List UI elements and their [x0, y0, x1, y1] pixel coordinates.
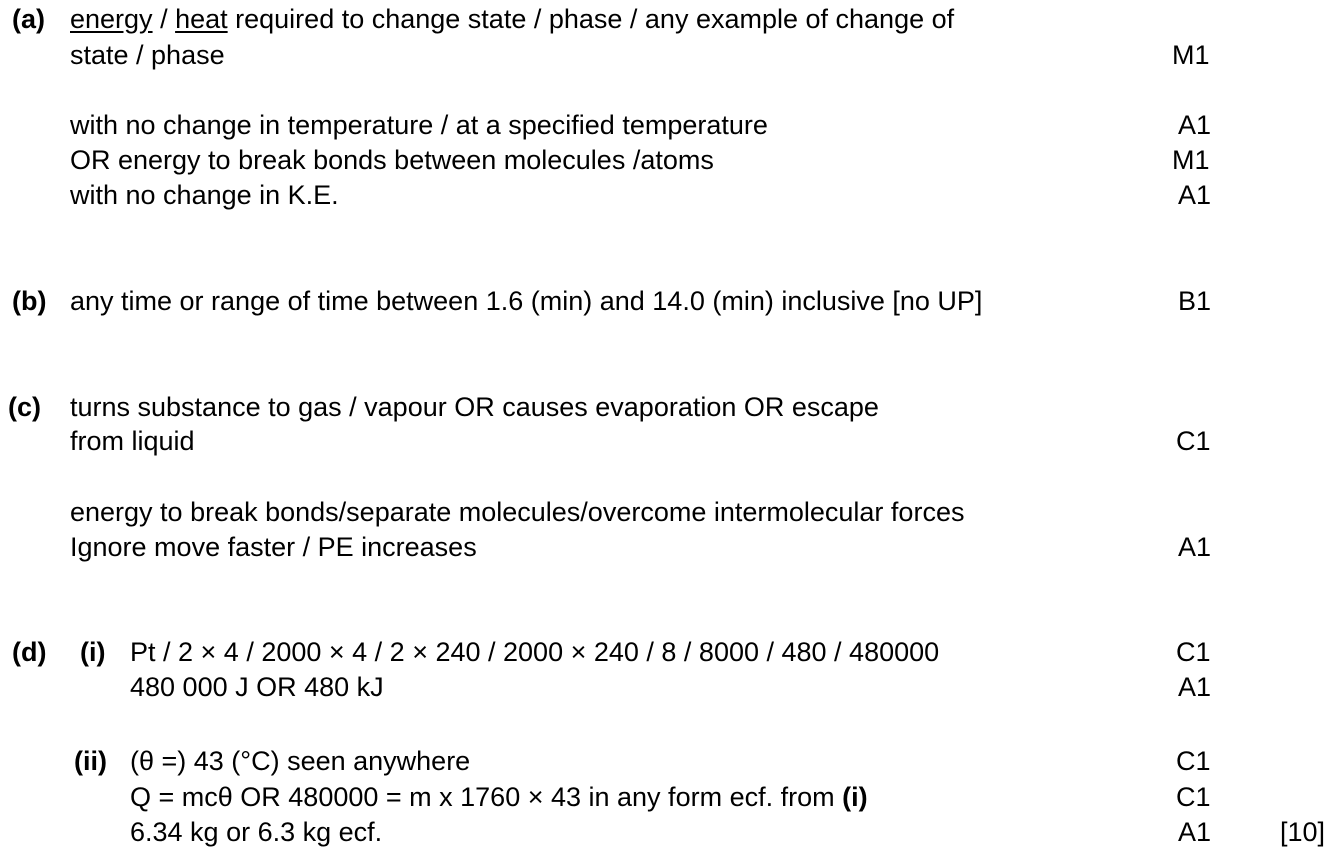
mark-b: B1	[1178, 286, 1212, 316]
part-d-i-line-1: Pt / 2 × 4 / 2000 × 4 / 2 × 240 / 2000 × 240 / 8 / 8000 / 480 / 480000	[130, 637, 940, 667]
part-a-line-5: with no change in K.E.	[70, 180, 339, 210]
part-a-line-2: state / phase	[70, 40, 225, 70]
total-marks: [10]	[1280, 817, 1326, 847]
part-a-line-3: with no change in temperature / at a specified temperature	[70, 110, 768, 140]
part-d-ii-label: (ii)	[74, 746, 107, 776]
part-d-i-line-2: 480 000 J OR 480 kJ	[130, 672, 384, 702]
part-a-label: (a)	[12, 4, 45, 34]
mark-d-ii-1: C1	[1176, 746, 1211, 776]
mark-d-i-1: C1	[1176, 637, 1211, 667]
part-a-line-1-rest: required to change state / phase / any example of change of	[227, 4, 955, 34]
part-c-line-4: Ignore move faster / PE increases	[70, 532, 477, 562]
part-c-line-2: from liquid	[70, 426, 195, 456]
mark-a-3: M1	[1172, 145, 1210, 175]
mark-d-i-2: A1	[1178, 672, 1212, 702]
mark-c-1: C1	[1176, 426, 1211, 456]
part-c-line-3: energy to break bonds/separate molecules/overcome intermolecular forces	[70, 497, 965, 527]
part-b-label: (b)	[12, 286, 47, 316]
energy-word: energy	[70, 4, 153, 34]
part-a-line-1	[70, 2, 954, 37]
part-c-line-1: turns substance to gas / vapour OR causes evaporation OR escape	[70, 392, 879, 422]
separator: /	[152, 4, 176, 34]
part-d-ii-line-3: 6.34 kg or 6.3 kg ecf.	[130, 817, 383, 847]
mark-a-1: M1	[1172, 40, 1210, 70]
part-b-line-1: any time or range of time between 1.6 (min) and 14.0 (min) inclusive [no UP]	[70, 286, 983, 316]
heat-word: heat	[175, 4, 228, 34]
part-d-ii-line-2	[130, 780, 868, 815]
mark-a-4: A1	[1178, 180, 1212, 210]
part-d-label: (d)	[12, 637, 47, 667]
part-d-i-label: (i)	[80, 637, 106, 667]
part-a-line-4: OR energy to break bonds between molecules /atoms	[70, 145, 714, 175]
mark-d-ii-3: A1	[1178, 817, 1212, 847]
part-c-label: (c)	[8, 392, 41, 422]
ref-part-i: (i)	[842, 782, 868, 812]
mark-c-2: A1	[1178, 532, 1212, 562]
mark-a-2: A1	[1178, 110, 1212, 140]
mark-d-ii-2: C1	[1176, 782, 1211, 812]
part-d-ii-line-1: (θ =) 43 (°C) seen anywhere	[130, 746, 471, 776]
part-d-ii-line-2-text: Q = mcθ OR 480000 = m x 1760 × 43 in any form ecf. from	[130, 782, 843, 812]
